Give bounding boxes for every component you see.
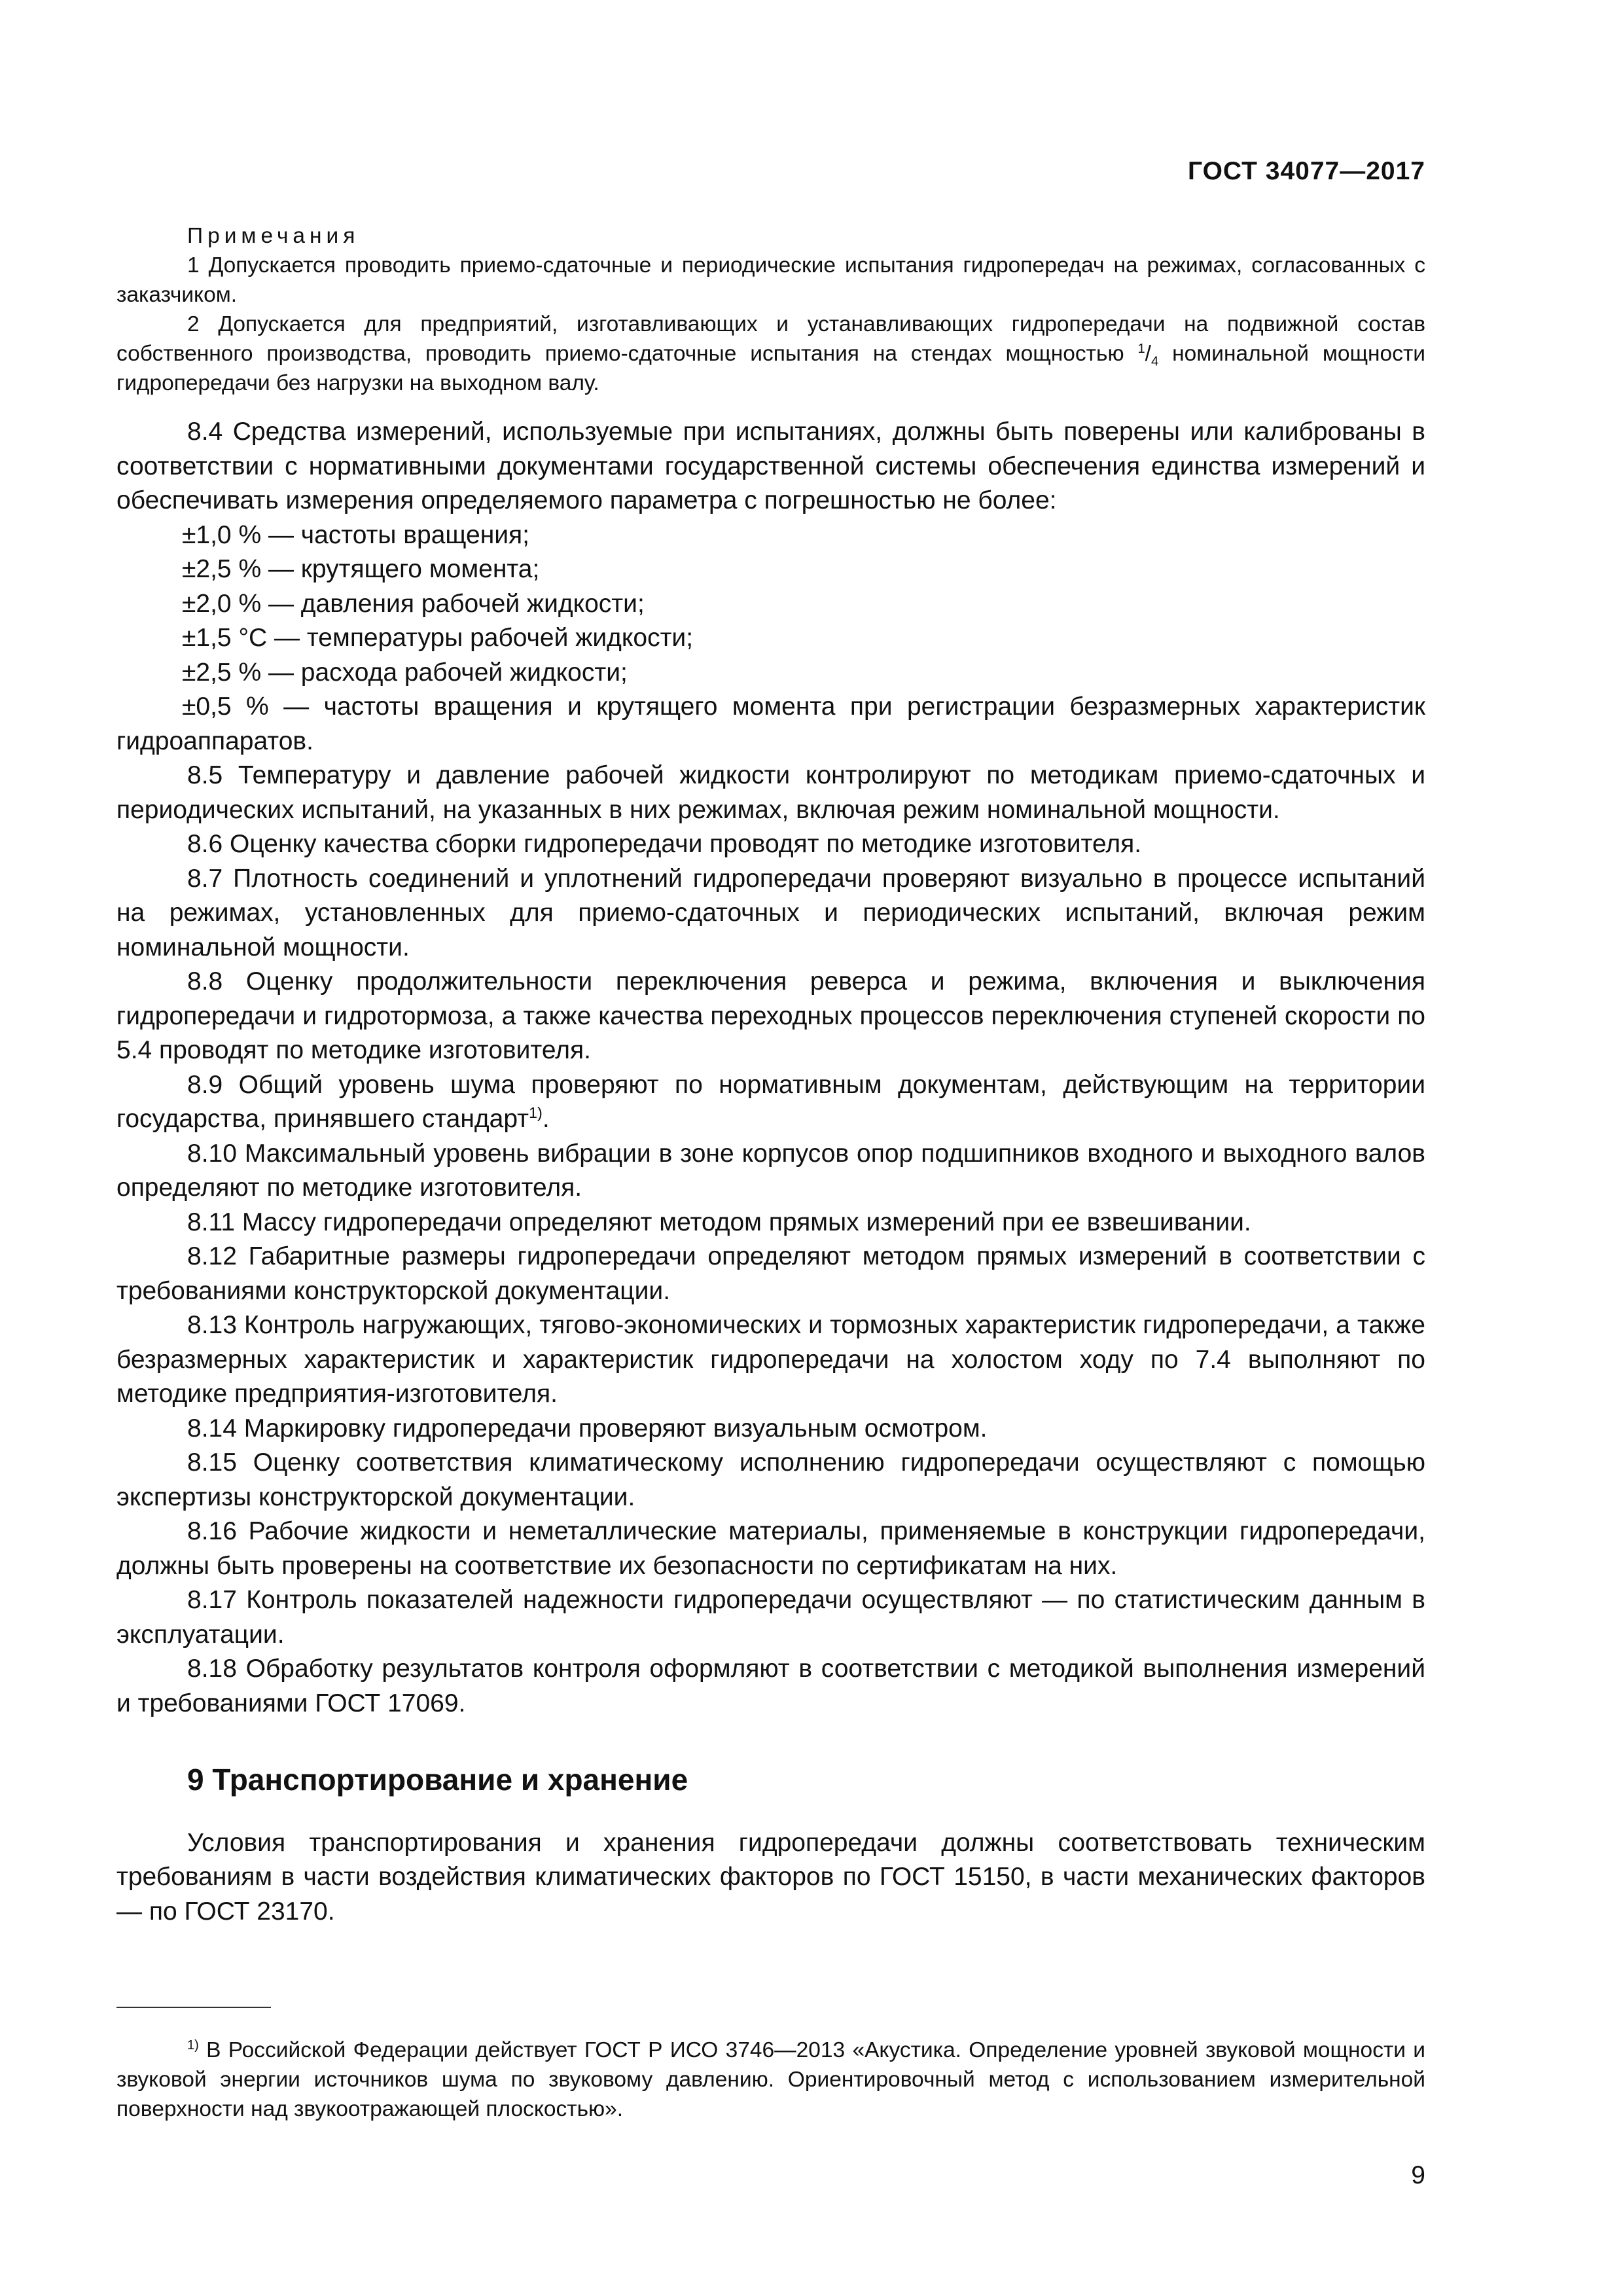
clauses-block <box>116 415 1425 1929</box>
footnote-reference: 1) <box>529 1104 543 1121</box>
section-9-heading: 9 Транспортирование и хранение <box>187 1763 688 1797</box>
footnote-body: В Российской Федерации действует ГОСТ Р ИСО 3746—2013 «Акустика. Определение уровней звуковой мощности и звуковой энергии источников шума по звуковому давлению. Ориентировочный метод с использованием измерительной поверхности над звукоотражающей плоскостью». <box>116 2038 1425 2121</box>
tolerance-item: ±2,5 % — крутящего момента; <box>182 555 540 583</box>
clause-8-8: 8.8 Оценку продолжительности переключения реверса и режима, включения и выключения гидропередачи и гидротормоза, а также качества переходных процессов переключения ступеней скорости по 5.4 проводят по методике изготовителя. <box>116 967 1425 1064</box>
tolerance-item: ±2,0 % — давления рабочей жидкости; <box>182 589 645 618</box>
clause-8-4: 8.4 Средства измерений, используемые при испытаниях, должны быть поверены или калиброваны в соответствии с нормативными документами государственной системы обеспечения единства измерений и обеспечивать измерения определяемого параметра с погрешностью не более: <box>116 418 1425 514</box>
tolerance-item: ±2,5 % — расхода рабочей жидкости; <box>182 658 628 687</box>
clause-8-15: 8.15 Оценку соответствия климатическому исполнению гидропередачи осуществляют с помощью экспертизы конструкторской документации. <box>116 1448 1425 1511</box>
note-1: 1 Допускается проводить приемо-сдаточные и периодические испытания гидропередач на режимах, согласованных с заказчиком. <box>116 253 1425 307</box>
section-9-text: Условия транспортирования и хранения гидропередачи должны соответствовать техническим требованиям в части воздействия климатических факторов по ГОСТ 15150, в части механических факторов — по ГОСТ 23170. <box>116 1828 1425 1926</box>
clause-8-6: 8.6 Оценку качества сборки гидропередачи проводят по методике изготовителя. <box>187 830 1142 858</box>
fraction-denominator: 4 <box>1150 354 1159 369</box>
fraction-slash: / <box>1145 342 1151 366</box>
notes-block <box>116 221 1425 398</box>
clause-8-9-end: . <box>542 1105 550 1133</box>
tolerance-item: ±1,0 % — частоты вращения; <box>182 520 530 549</box>
clause-8-5: 8.5 Температуру и давление рабочей жидкости контролируют по методикам приемо-сдаточных и периодических испытаний, на указанных в них режимах, включая режим номинальной мощности. <box>116 761 1425 824</box>
clause-8-17: 8.17 Контроль показателей надежности гидропередачи осуществляют — по статистическим данным в эксплуатации. <box>116 1586 1425 1649</box>
tolerance-item: ±1,5 °С — температуры рабочей жидкости; <box>182 624 694 652</box>
note-2-text-start: 2 Допускается для предприятий, изготавливающих и устанавливающих гидропередачи на подвижной состав собственного производства, проводить приемо-сдаточные испытания на стендах мощностью <box>116 312 1425 366</box>
clause-8-18: 8.18 Обработку результатов контроля оформляют в соответствии с методикой выполнения измерений и требованиями ГОСТ 17069. <box>116 1655 1425 1717</box>
clause-8-9 <box>116 1068 1425 1137</box>
footnote-divider <box>116 2007 271 2008</box>
clause-8-7: 8.7 Плотность соединений и уплотнений гидропередачи проверяют визуально в процессе испытаний на режимах, установленных для приемо-сдаточных и периодических испытаний, включая режим номинальной мощности. <box>116 864 1425 961</box>
document-designation: ГОСТ 34077—2017 <box>1188 157 1425 185</box>
page-number: 9 <box>1411 2161 1425 2189</box>
clause-8-16: 8.16 Рабочие жидкости и неметаллические материалы, применяемые в конструкции гидропередачи, должны быть проверены на соответствие их безопасности по сертификатам на них. <box>116 1517 1425 1580</box>
footnote <box>116 2036 1425 2124</box>
notes-title: Примечания <box>187 224 360 248</box>
clause-8-11: 8.11 Массу гидропередачи определяют методом прямых измерений при ее взвешивании. <box>187 1208 1251 1236</box>
clause-8-14: 8.14 Маркировку гидропередачи проверяют визуальным осмотром. <box>187 1414 988 1443</box>
note-2-text-end: номинальной мощности гидропередачи без нагрузки на выходном валу. <box>116 342 1425 395</box>
fraction-one-quarter <box>1137 341 1159 369</box>
fraction-numerator: 1 <box>1137 341 1145 356</box>
clause-8-13: 8.13 Контроль нагружающих, тягово-экономических и тормозных характеристик гидропередачи, а также безразмерных характеристик и характеристик гидропередачи на холостом ходу по 7.4 выполняют по методике предприятия-изготовителя. <box>116 1311 1425 1408</box>
note-2 <box>116 310 1425 398</box>
footnote-text <box>116 2036 1425 2124</box>
footnote-marker: 1) <box>187 2037 199 2053</box>
tolerance-item: ±0,5 % — частоты вращения и крутящего момента при регистрации безразмерных характеристик гидроаппаратов. <box>116 692 1425 755</box>
clause-8-12: 8.12 Габаритные размеры гидропередачи определяют методом прямых измерений в соответствии с требованиями конструкторской документации. <box>116 1242 1425 1305</box>
clause-8-10: 8.10 Максимальный уровень вибрации в зоне корпусов опор подшипников входного и выходного валов определяют по методике изготовителя. <box>116 1139 1425 1202</box>
clause-8-9-text: 8.9 Общий уровень шума проверяют по нормативным документам, действующим на территории государства, принявшего стандарт <box>116 1070 1425 1133</box>
page-body <box>116 221 1425 1929</box>
